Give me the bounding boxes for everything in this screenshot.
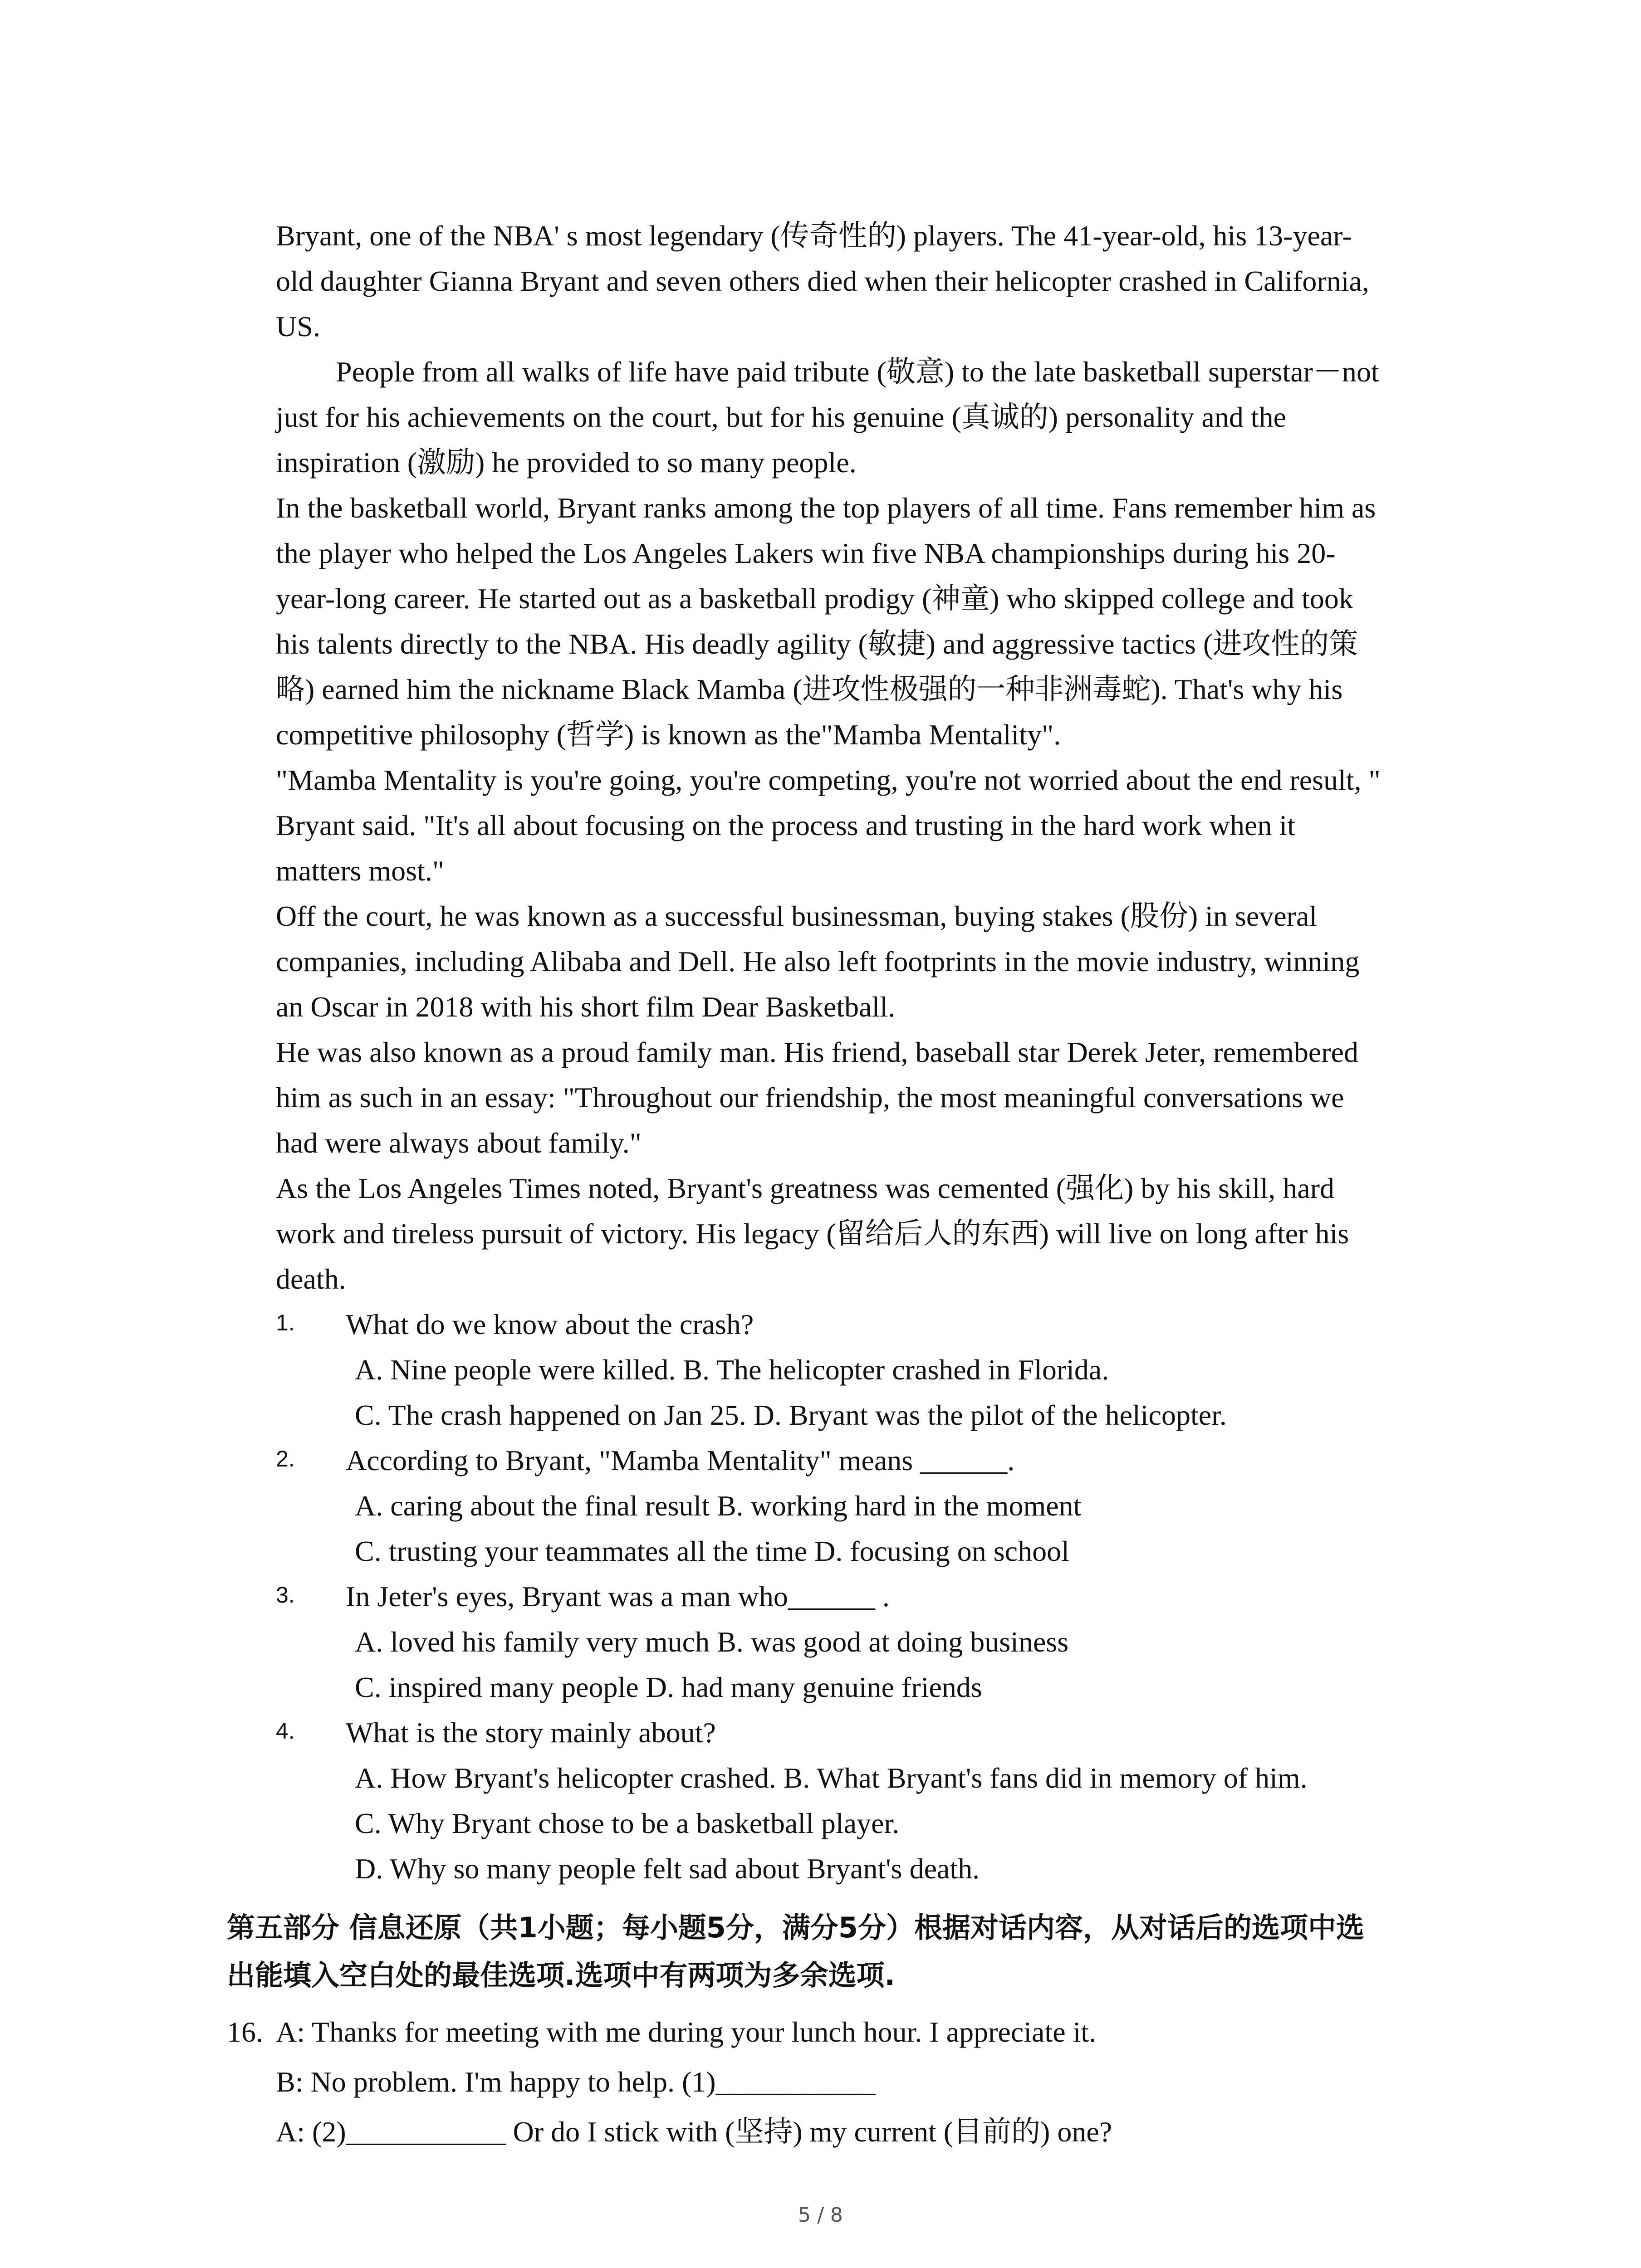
question-stem: According to Bryant, "Mamba Mentality" means ______.	[346, 1444, 1015, 1476]
article-line: work and tireless pursuit of victory. His legacy (留给后人的东西) will live on long after his	[276, 1217, 1349, 1250]
article-line: had were always about family."	[276, 1127, 642, 1159]
article-line: inspiration (激励) he provided to so many people.	[276, 446, 857, 479]
article-line: competitive philosophy (哲学) is known as the"Mamba Mentality".	[276, 719, 1061, 751]
article-line: year-long career. He started out as a basketball prodigy (神童) who skipped college and took	[276, 582, 1353, 615]
dialogue-line: A: (2)___________ Or do I stick with (坚持) my current (目前的) one?	[276, 2116, 1112, 2148]
article-line: In the basketball world, Bryant ranks among the top players of all time. Fans remember him as	[276, 492, 1376, 524]
page-number: 5 / 8	[798, 2204, 843, 2227]
dialogue-line: B: No problem. I'm happy to help. (1)___________	[276, 2066, 876, 2098]
article-line: People from all walks of life have paid tribute (敬意) to the late basketball superstar－not	[336, 356, 1379, 388]
article-line: just for his achievements on the court, but for his genuine (真诚的) personality and the	[276, 401, 1287, 433]
article-line: Bryant, one of the NBA' s most legendary (传奇性的) players. The 41-year-old, his 13-year-	[276, 220, 1352, 252]
section-heading: 出能填入空白处的最佳选项.选项中有两项为多余选项.	[227, 1959, 896, 1992]
article-line: As the Los Angeles Times noted, Bryant's greatness was cemented (强化) by his skill, hard	[276, 1172, 1334, 1204]
question-stem: What is the story mainly about?	[346, 1716, 716, 1749]
question-option: A. loved his family very much B. was good at doing business	[355, 1626, 1069, 1658]
article-line: He was also known as a proud family man. His friend, baseball star Derek Jeter, remembered	[276, 1036, 1358, 1068]
question-option: A. caring about the final result B. working hard in the moment	[355, 1490, 1082, 1522]
article-line: "Mamba Mentality is you're going, you're competing, you're not worried about the end result, "	[276, 764, 1381, 796]
article-line: companies, including Alibaba and Dell. He also left footprints in the movie industry, winning	[276, 945, 1360, 978]
article-line: Bryant said. "It's all about focusing on the process and trusting in the hard work when it	[276, 809, 1295, 841]
article-line: him as such in an essay: "Throughout our friendship, the most meaningful conversations we	[276, 1081, 1344, 1114]
article-line: 略) earned him the nickname Black Mamba (进攻性极强的一种非洲毒蛇). That's why his	[276, 673, 1343, 705]
article-line: old daughter Gianna Bryant and seven others died when their helicopter crashed in California,	[276, 265, 1369, 297]
question-option: C. inspired many people D. had many genuine friends	[355, 1671, 982, 1703]
question-option: C. Why Bryant chose to be a basketball player.	[355, 1807, 900, 1839]
dialogue-line: A: Thanks for meeting with me during your lunch hour. I appreciate it.	[276, 2016, 1097, 2048]
article-line: his talents directly to the NBA. His deadly agility (敏捷) and aggressive tactics (进攻性的策	[276, 628, 1358, 660]
article-line: US.	[276, 310, 320, 342]
article-line: an Oscar in 2018 with his short film Dear Basketball.	[276, 991, 896, 1023]
question-option: C. The crash happened on Jan 25. D. Bryant was the pilot of the helicopter.	[355, 1399, 1227, 1431]
question-option: A. How Bryant's helicopter crashed. B. What Bryant's fans did in memory of him.	[355, 1762, 1308, 1794]
question-number: 4.	[276, 1718, 295, 1744]
article-line: the player who helped the Los Angeles Lakers win five NBA championships during his 20-	[276, 537, 1336, 569]
question-stem: What do we know about the crash?	[346, 1308, 754, 1340]
dialogue-number: 16.	[227, 2016, 263, 2048]
section-heading: 第五部分 信息还原（共1小题；每小题5分，满分5分）根据对话内容，从对话后的选项中选	[227, 1911, 1365, 1944]
question-option: A. Nine people were killed. B. The helicopter crashed in Florida.	[355, 1354, 1109, 1386]
question-option: C. trusting your teammates all the time D. focusing on school	[355, 1535, 1069, 1567]
question-number: 3.	[276, 1582, 295, 1608]
article-line: matters most."	[276, 855, 444, 887]
question-option: D. Why so many people felt sad about Bryant's death.	[355, 1853, 980, 1885]
question-number: 2.	[276, 1446, 295, 1471]
article-line: Off the court, he was known as a successful businessman, buying stakes (股份) in several	[276, 900, 1318, 932]
question-stem: In Jeter's eyes, Bryant was a man who______ .	[346, 1580, 890, 1613]
article-line: death.	[276, 1263, 346, 1295]
question-number: 1.	[276, 1310, 295, 1335]
